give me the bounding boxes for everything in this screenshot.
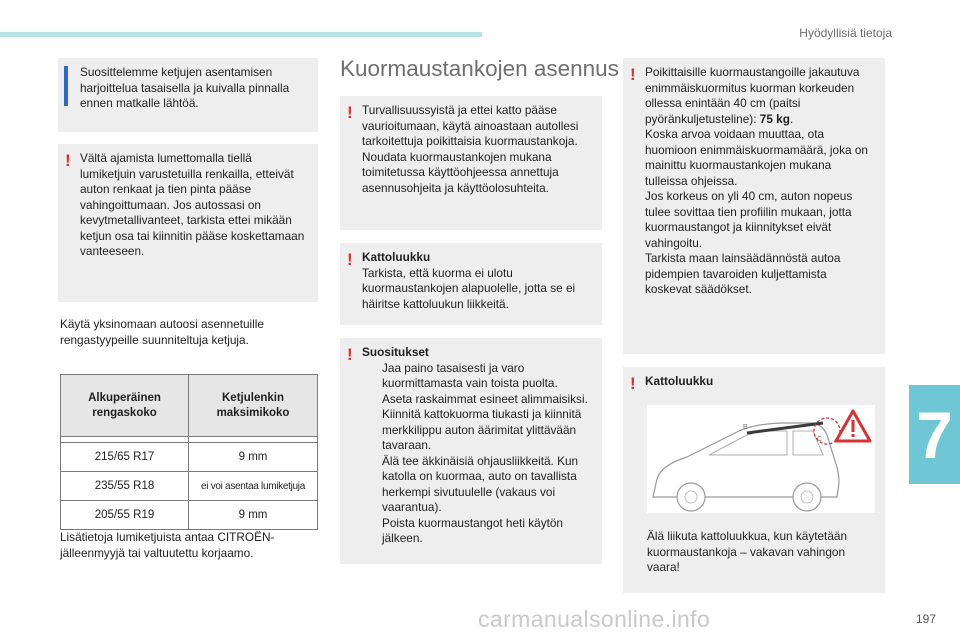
chains-intro-text: Käytä yksinomaan autoosi asennetuille rengastyypeille suunniteltuja ketjuja. bbox=[60, 317, 264, 347]
warning-exclamation-icon: ! bbox=[65, 151, 71, 170]
watermark: carmanualsonline.info bbox=[478, 606, 711, 632]
chain-size-table bbox=[60, 374, 318, 530]
warning-triangle-icon bbox=[834, 409, 872, 443]
table-row bbox=[61, 443, 318, 472]
box-title: Kattoluukku bbox=[362, 250, 431, 264]
table-header-tyre-size: Alkuperäinen rengaskoko bbox=[61, 375, 189, 437]
label-b: B bbox=[743, 424, 748, 431]
table-row bbox=[61, 472, 318, 501]
warning-box-max-load bbox=[623, 58, 885, 354]
page-number: 197 bbox=[915, 612, 936, 626]
table-row bbox=[61, 501, 318, 530]
table-cell: 205/55 R19 bbox=[61, 501, 189, 530]
warning-box-snowless-road bbox=[58, 144, 318, 302]
max-load-value: 75 kg bbox=[759, 111, 790, 126]
warning-exclamation-icon: ! bbox=[630, 65, 636, 84]
table-cell: 9 mm bbox=[189, 501, 318, 530]
box-text: Koska arvoa voidaan muuttaa, ota huomioon enimmäiskuormamäärä, joka on mainittu kuormaustankojen mukana tulleissa ohjeissa. bbox=[645, 127, 868, 188]
page-heading: Kuormaustankojen asennus bbox=[340, 56, 619, 81]
box-text: Jos korkeus on yli 40 cm, auton nopeus tulee sovittaa tien profiilin mukaan, jotta kuormaustangot ja kiinnitykset eivät vahingoitu. bbox=[645, 189, 853, 250]
label-c: C bbox=[817, 436, 823, 443]
warning-box-sunroof bbox=[340, 243, 602, 325]
info-box-practice bbox=[58, 58, 318, 132]
dealer-note-text: Lisätietoja lumiketjuista antaa CITROËN-jälleenmyyjä tai valtuutettu korjaamo. bbox=[60, 530, 275, 560]
box-text: Tarkista maan lainsäädännöstä autoa pidempien tavaroiden kuljettamista koskevat säädökset. bbox=[645, 251, 841, 296]
warning-exclamation-icon: ! bbox=[347, 250, 353, 269]
warning-text: Vältä ajamista lumettomalla tiellä lumiketjuin varustetuilla renkailla, etteivät auton renkaat ja tien pinta pääse vahingoittumaan. Jos autossasi on kevytmetallivanteet, tarkista ettei mikään ketjun osa tai kiinnitin pääse koskettamaan vanteeseen. bbox=[80, 151, 305, 258]
list-item: Jaa paino tasaisesti ja varo kuormittamasta vain toista puolta. bbox=[382, 360, 558, 390]
box-title: Suositukset bbox=[362, 345, 429, 359]
table-cell: 9 mm bbox=[189, 443, 318, 472]
list-item: Älä tee äkkinäisiä ohjausliikkeitä. Kun katolla on kuormaa, auto on tavallista herkempi sivutuulelle (vakaus voi vaarantua). bbox=[382, 453, 579, 514]
warning-box-recommendations bbox=[340, 338, 602, 564]
list-item: Poista kuormaustangot heti käytön jälkeen. bbox=[382, 515, 563, 545]
table-cell: 235/55 R18 bbox=[61, 472, 189, 501]
table-header-link-size: Ketjulenkin maksimikoko bbox=[189, 375, 318, 437]
max-load-paragraph: Poikittaisille kuormaustangoille jakautuva enimmäiskuormitus kuorman korkeuden ollessa enintään 40 cm (paitsi pyöränkuljetusteline): 75 kg. bbox=[645, 65, 860, 126]
list-item: Kiinnitä kattokuorma tiukasti ja kiinnitä merkkilippu auton äärimitat ylittävään tavaraan. bbox=[382, 407, 582, 452]
warning-text: Turvallisuussyistä ja ettei katto pääse vaurioitumaan, käytä ainoastaan autollesi tarkoitettuja poikittaisia kuormaustankoja. Noudata kuormaustankojen mukana toimitetussa käyttöohjeessa annettuja asennusohjeita ja käyttöolosuhteita. bbox=[362, 103, 579, 195]
recommendation-list bbox=[362, 361, 592, 547]
list-item: Aseta raskaimmat esineet alimmaisiksi. bbox=[382, 391, 588, 406]
chapter-number: 7 bbox=[916, 397, 953, 472]
table-cell: ei voi asentaa lumiketjuja bbox=[189, 472, 318, 501]
table-cell: 215/65 R17 bbox=[61, 443, 189, 472]
chapter-tab bbox=[909, 385, 960, 484]
box-text: Tarkista, että kuorma ei ulotu kuormaustankojen alapuolelle, jotta se ei häiritse kattoluukun liikkeitä. bbox=[362, 265, 576, 311]
header-accent-bar bbox=[0, 32, 482, 37]
info-text: Suosittelemme ketjujen asentamisen harjoittelua tasaisella ja kuivalla pinnalla ennen matkalle lähtöä. bbox=[80, 65, 290, 110]
section-title: Hyödyllisiä tietoja bbox=[799, 26, 892, 40]
box-title: Kattoluukku bbox=[645, 374, 714, 388]
warning-exclamation-icon: ! bbox=[347, 103, 353, 122]
warning-box-roof-bars bbox=[340, 96, 602, 230]
warning-exclamation-icon: ! bbox=[347, 345, 353, 364]
warning-exclamation-icon: ! bbox=[630, 374, 636, 393]
info-marker-icon bbox=[64, 66, 68, 106]
box-text: Älä liikuta kattoluukkua, kun käytetään kuormaustankoja – vakavan vahingon vaara! bbox=[647, 529, 848, 574]
